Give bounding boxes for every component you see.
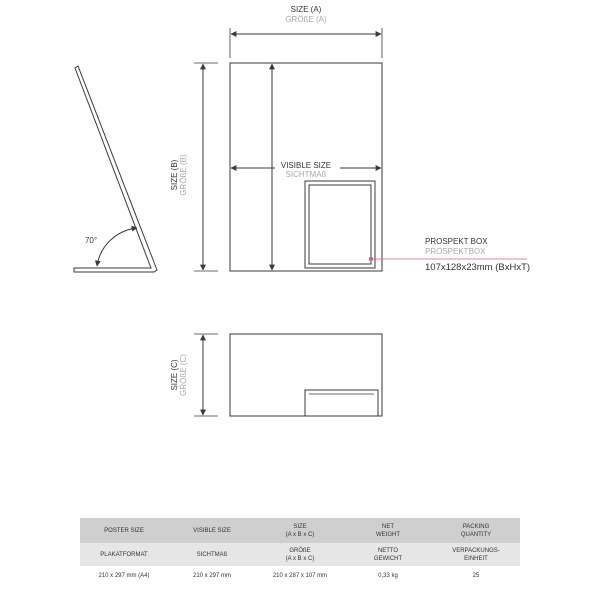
visible-size-label-de: SICHTMAß bbox=[285, 170, 327, 179]
size-a-label-de: GRÖßE (A) bbox=[285, 15, 327, 24]
table-header-cell: NET WEIGHT bbox=[344, 518, 432, 543]
table-header-cell: VISIBLE SIZE bbox=[168, 518, 256, 543]
prospekt-box-label: PROSPEKT BOX bbox=[425, 237, 488, 246]
table-header-cell: PACKING QUANTITY bbox=[432, 518, 520, 543]
table-header-cell-de: SICHTMAß bbox=[168, 543, 256, 566]
top-panel bbox=[230, 334, 382, 416]
top-view bbox=[170, 334, 382, 416]
table-header-cell-de: NETTO GEWICHT bbox=[344, 543, 432, 566]
specifications-table bbox=[80, 518, 520, 586]
table-header-cell: SIZE (A x B x C) bbox=[256, 518, 344, 543]
size-a-label: SIZE (A) bbox=[290, 5, 322, 14]
visible-size-label: VISIBLE SIZE bbox=[280, 161, 332, 170]
size-b-label: SIZE (B) bbox=[170, 159, 179, 191]
table-header-cell-de: GRÖßE (A x B x C) bbox=[256, 543, 344, 566]
size-c-label: SIZE (C) bbox=[170, 359, 179, 391]
front-view bbox=[170, 5, 530, 273]
angle-label: 70° bbox=[84, 236, 98, 245]
table-header-cell: POSTER SIZE bbox=[80, 518, 168, 543]
prospekt-box-outer bbox=[305, 181, 375, 268]
side-view bbox=[74, 66, 157, 272]
prospekt-box-inner bbox=[309, 185, 371, 264]
size-value: 210 x 287 x 107 mm bbox=[256, 566, 344, 586]
table-header-row bbox=[80, 518, 520, 543]
table-header-row-de bbox=[80, 543, 520, 566]
packing-quantity-value: 25 bbox=[432, 566, 520, 586]
table-row bbox=[80, 566, 520, 586]
prospekt-box-label-de: PROSPEKTBOX bbox=[425, 247, 486, 256]
net-weight-value: 0,33 kg bbox=[344, 566, 432, 586]
visible-size-value: 210 x 297 mm bbox=[168, 566, 256, 586]
poster-size-value: 210 x 297 mm (A4) bbox=[80, 566, 168, 586]
prospekt-box-dimensions: 107x128x23mm (BxHxT) bbox=[425, 262, 531, 273]
size-c-label-de: GRÖßE (C) bbox=[179, 354, 188, 396]
size-b-label-de: GRÖßE (B) bbox=[179, 154, 188, 196]
table-header-cell-de: PLAKATFORMAT bbox=[80, 543, 168, 566]
table-header-cell-de: VERPACKUNGS- EINHEIT bbox=[432, 543, 520, 566]
angle-arc bbox=[97, 228, 137, 266]
